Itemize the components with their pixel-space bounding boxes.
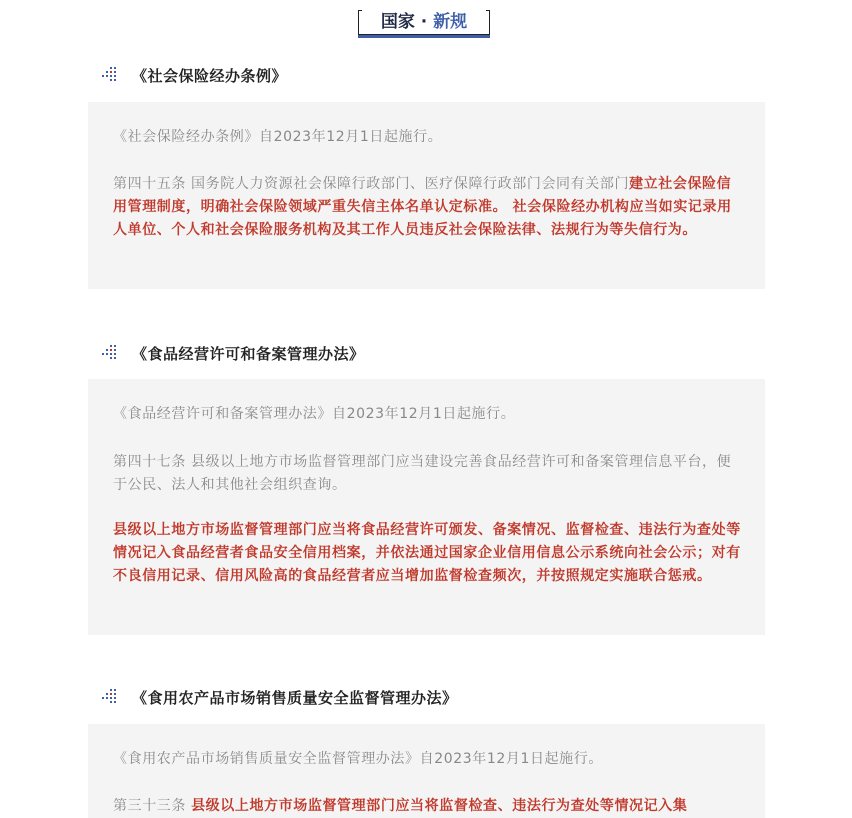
dot (110, 75, 112, 77)
section-title: 《食用农产品市场销售质量安全监督管理办法》 (132, 688, 458, 707)
banner-title-part2: 新规 (433, 12, 468, 32)
section-heading (100, 686, 458, 708)
dot (114, 349, 116, 351)
dot (110, 345, 112, 347)
dot (114, 79, 116, 81)
article-plain: 第四十五条 国务院人力资源社会保障行政部门、医疗保障行政部门会同有关部门 (113, 176, 630, 192)
dot (114, 353, 116, 355)
dot (114, 71, 116, 73)
dot (102, 353, 104, 355)
dot (114, 75, 116, 77)
dot (106, 693, 108, 695)
intro-text: 《社会保险经办条例》自2023年12月1日起施行。 (113, 129, 443, 145)
dot (110, 357, 112, 359)
banner-underline (358, 35, 490, 38)
article-highlight: 建立社会保险信用管理制度，明确社会保险领域严重失信主体名单认定标准。 社会保险经办机构应当如实记录用人单位、个人和社会保险服务机构及其工作人员违反社会保险法律、法规行为等失信行为。 (113, 176, 732, 238)
section-title: 《食品经营许可和备案管理办法》 (132, 344, 365, 363)
dot (102, 75, 104, 77)
dots-icon (100, 67, 116, 83)
banner-title-part1: 国家 · (380, 12, 434, 32)
dot (110, 689, 112, 691)
banner-title (358, 10, 490, 34)
dot (110, 71, 112, 73)
dot (110, 353, 112, 355)
article-text (113, 173, 741, 242)
dot (106, 75, 108, 77)
intro-text: 《食品经营许可和备案管理办法》自2023年12月1日起施行。 (113, 406, 516, 422)
section-heading (100, 342, 365, 364)
dot (110, 701, 112, 703)
dot (114, 67, 116, 69)
dot (106, 697, 108, 699)
dot (110, 697, 112, 699)
dot (114, 701, 116, 703)
dots-icon (100, 345, 116, 361)
dot (110, 67, 112, 69)
dot (114, 697, 116, 699)
dot (110, 79, 112, 81)
article-text (113, 795, 741, 818)
article-highlight: 县级以上地方市场监督管理部门应当将监督检查、违法行为查处等情况记入集 (191, 798, 688, 814)
content-box (88, 724, 765, 818)
dots-icon (100, 689, 116, 705)
content-box (88, 102, 765, 289)
dot (114, 345, 116, 347)
dot (110, 349, 112, 351)
dot (114, 689, 116, 691)
section-title: 《社会保险经办条例》 (132, 66, 288, 85)
dot (102, 697, 104, 699)
dot (106, 353, 108, 355)
article-highlight: 县级以上地方市场监督管理部门应当将食品经营许可颁发、备案情况、监督检查、违法行为查处等情况记入食品经营者食品安全信用档案，并依法通过国家企业信用信息公示系统向社会公示；对有不良信用记录、信用风险高的食品经营者应当增加监督检查频次，并按照规定实施联合惩戒。 (113, 522, 741, 584)
content-box (88, 379, 765, 635)
dot (106, 71, 108, 73)
article-text: 第四十七条 县级以上地方市场监督管理部门应当建设完善食品经营许可和备案管理信息平台，便于公民、法人和其他社会组织查询。 (113, 454, 732, 493)
dot (106, 349, 108, 351)
dot (110, 693, 112, 695)
article-plain: 第三十三条 (113, 798, 192, 814)
section-heading (100, 64, 287, 86)
dot (114, 357, 116, 359)
section-banner (358, 10, 490, 38)
dot (114, 693, 116, 695)
intro-text: 《食用农产品市场销售质量安全监督管理办法》自2023年12月1日起施行。 (113, 751, 603, 767)
